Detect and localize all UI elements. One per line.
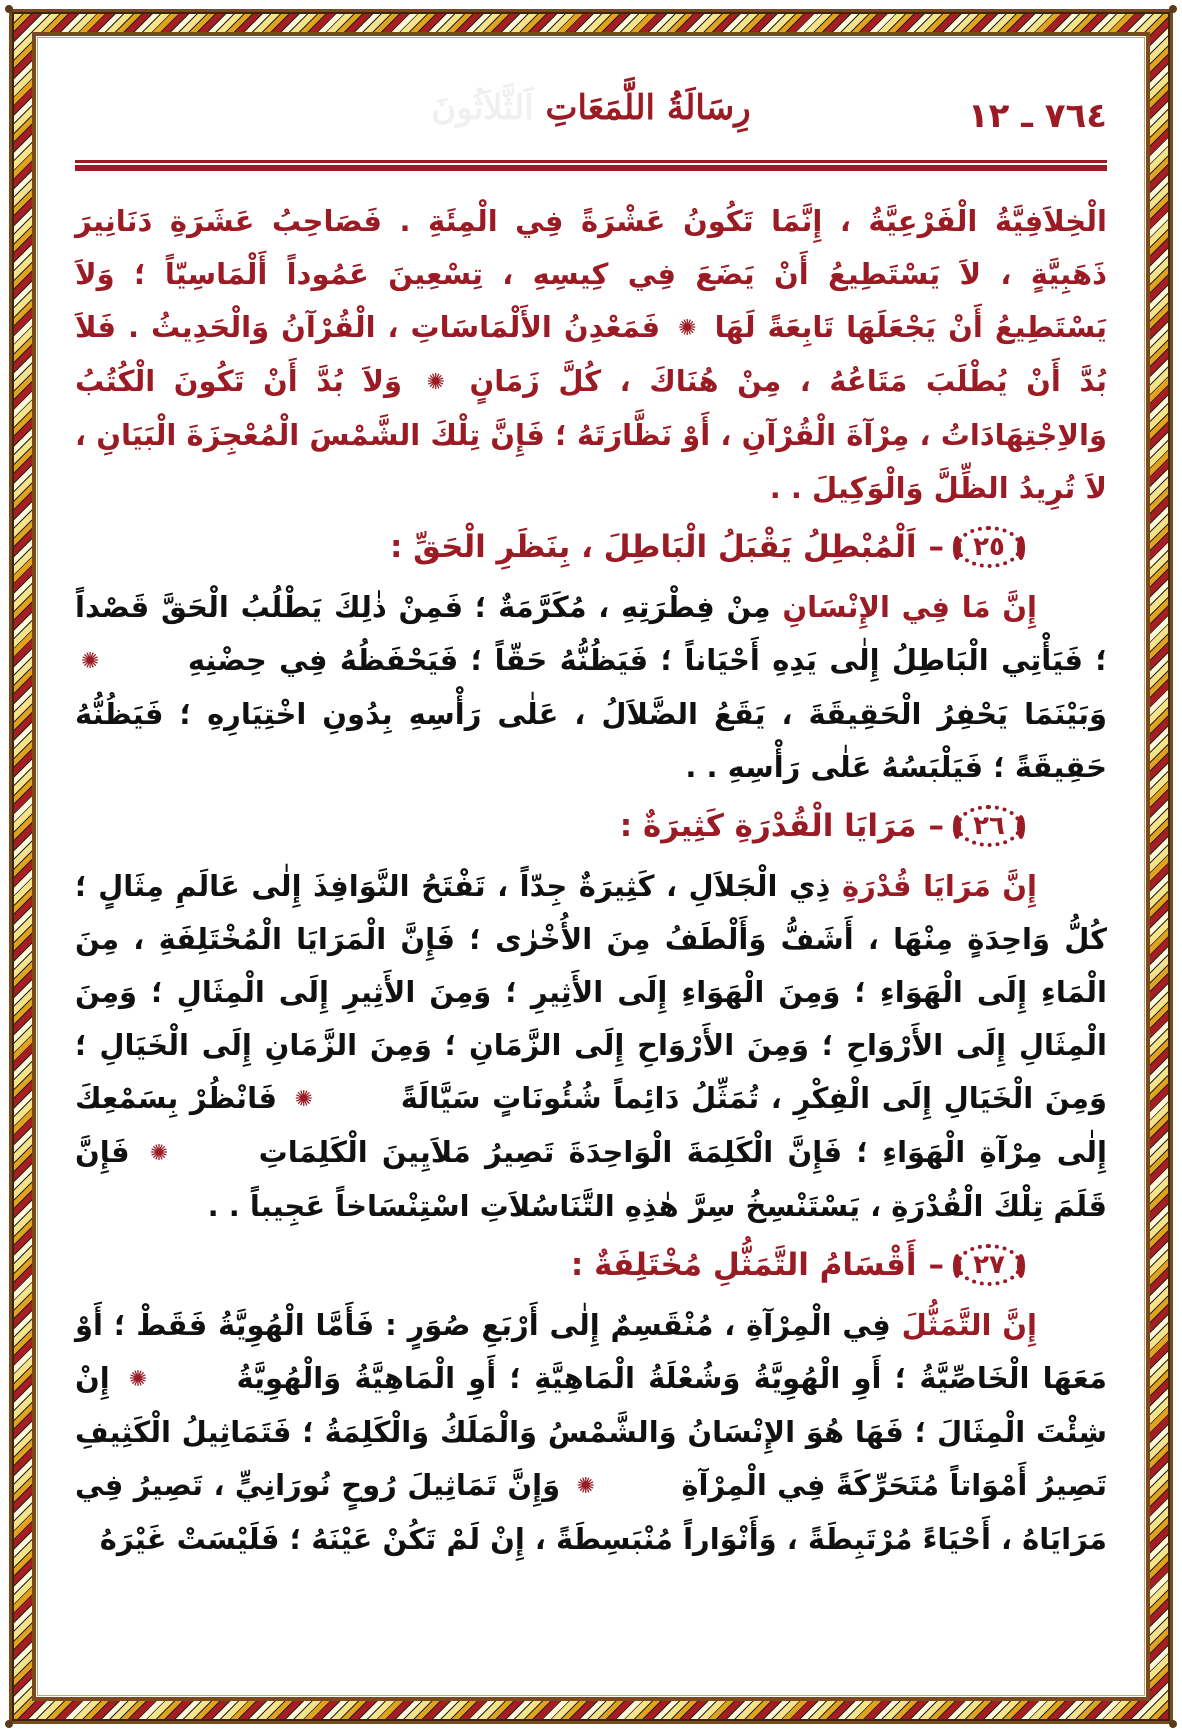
running-title-ghost: اَلثَّلاَثُونَ (431, 88, 534, 128)
heading-dash: – (928, 1246, 944, 1283)
lead-phrase: إِنَّ التَّمَثُّلَ (901, 1308, 1037, 1342)
section-number-badge: ٢٦ (956, 805, 1022, 847)
section-heading-25 (75, 519, 1107, 575)
section-title: اَلْمُبْطِلُ يَقْبَلُ الْبَاطِلَ ، بِنَظَرِ الْحَقِّ : (389, 528, 917, 565)
star-ornament-icon: ✺ (81, 649, 100, 674)
corner-ornament-icon (5, 1720, 13, 1728)
lead-phrase: إِنَّ مَا فِي الإِنْسَانِ (782, 590, 1038, 624)
section-paragraph-25 (75, 581, 1107, 794)
paragraph-text: فَانْظُرْ بِسَمْعِكَ إِلٰى مِرْآةِ الْهَوَاءِ ؛ فَإِنَّ الْكَلِمَةَ الْوَاحِدَةَ تَصِيرُ مَلاَيِينَ الْكَلِمَاتِ (75, 1081, 1107, 1169)
heading-dash: – (928, 807, 944, 844)
star-ornament-icon: ✺ (678, 316, 697, 341)
paragraph-text: إِنْ شِئْتَ الْمِثَالَ ؛ فَهَا هُوَ الإِنْسَانُ وَالشَّمْسُ وَالْمَلَكُ وَالْكَلِمَةُ ؛ فَتَمَاثِيلُ الْكَثِيفِ تَصِيرُ أَمْوَاتاً مُتَحَرِّكَةً فِي الْمِرْآةِ (75, 1361, 1107, 1502)
page-number: ٧٦٤ ـ ١٢ (967, 96, 1107, 136)
section-number-badge: ٢٥ (956, 526, 1022, 568)
star-ornament-icon: ✺ (426, 370, 445, 395)
running-title-text: رِسَالَةُ اللَّمَعَاتِ (545, 88, 751, 128)
intro-paragraph (75, 195, 1107, 515)
paragraph-text: وَإِنَّ تَمَاثِيلَ رُوحٍ نُورَانِيٍّ ، تَصِيرُ فِي مَرَايَاهُ ، أَحْيَاءً مُرْتَبِطَةً ، وَأَنْوَاراً مُنْبَسِطَةً ، إِنْ لَمْ تَكُنْ عَيْنَهُ ؛ فَلَيْسَتْ غَيْرَهُ (75, 1468, 1107, 1556)
paragraph-text: وَبَيْنَمَا يَحْفِرُ الْحَقِيقَةَ ، يَقَعُ الضَّلاَلُ ، عَلٰى رَأْسِهِ بِدُونِ اخْتِيَارِهِ ؛ فَيَظُنُّهُ حَقِيقَةً ؛ فَيَلْبَسُهُ عَلٰى رَأْسِهِ . . (75, 697, 1107, 784)
lead-phrase: إِنَّ مَرَايَا قُدْرَةِ (841, 869, 1037, 903)
section-title: مَرَايَا الْقُدْرَةِ كَثِيرَةٌ : (619, 807, 917, 844)
paragraph-text: مِنْ فِطْرَتِهِ ، مُكَرَّمَةٌ ؛ فَمِنْ ذٰلِكَ يَطْلُبُ الْحَقَّ قَصْداً ؛ فَيَأْتِي الْبَاطِلُ إِلٰى يَدِهِ أَحْيَاناً ؛ فَيَظُنُّهُ حَقّاً ؛ فَيَحْفَظُهُ فِي حِضْنِهِ (75, 590, 1107, 677)
section-paragraph-27 (75, 1299, 1107, 1566)
star-ornament-icon: ✺ (294, 1087, 314, 1112)
paragraph-text: فَإِنَّ قَلَمَ تِلْكَ الْقُدْرَةِ ، يَسْتَنْسِخُ سِرَّ هٰذِهِ التَّنَاسُلاَتِ اسْتِنْسَاخاً عَجِيباً . . (75, 1135, 1107, 1223)
paragraph-text: ذِي الْجَلاَلِ ، كَثِيرَةٌ جِدّاً ، تَفْتَحُ النَّوَافِذَ إِلٰى عَالَمِ مِثَالٍ ؛ كُلُّ وَاحِدَةٍ مِنْهَا ، أَشَفُّ وَأَلْطَفُ مِنَ الأُخْرٰى ؛ فَإِنَّ الْمَرَايَا الْمُخْتَلِفَةِ ، مِنَ الْمَاءِ إِلَى الْهَوَاءِ ؛ وَمِنَ الْهَوَاءِ إِلَى الأَثِيرِ ؛ وَمِنَ الأَثِيرِ إِلَى الْمِثَالِ ؛ وَمِنَ الْمِثَالِ إِلَى الأَرْوَاحِ ؛ وَمِنَ الأَرْوَاحِ إِلَى الزَّمَانِ ؛ وَمِنَ الزَّمَانِ إِلَى الْخَيَالِ ؛ وَمِنَ الْخَيَالِ إِلَى الْفِكْرِ ، تُمَثِّلُ دَائِماً شُئُونَاتٍ سَيَّالَةً (75, 869, 1107, 1115)
body-text (75, 195, 1107, 1566)
section-heading-26 (75, 798, 1107, 854)
star-ornament-icon: ✺ (149, 1141, 169, 1166)
corner-ornament-icon (1169, 1720, 1177, 1728)
section-title: أَقْسَامُ التَّمَثُّلِ مُخْتَلِفَةٌ : (570, 1246, 917, 1283)
running-header (75, 70, 1107, 155)
section-heading-27 (75, 1237, 1107, 1293)
intro-text-3: وَلاَ بُدَّ أَنْ تَكُونَ الْكُتُبُ وَالاِجْتِهَادَاتُ ، مِرْآةَ الْقُرْآنِ ، أَوْ نَظَّارَتَهُ ؛ فَإِنَّ تِلْكَ الشَّمْسَ الْمُعْجِزَةَ الْبَيَانِ ، لاَ تُرِيدُ الظِّلَّ وَالْوَكِيلَ . . (75, 364, 1107, 505)
intro-text-2: فَمَعْدِنُ الأَلْمَاسَاتِ ، الْقُرْآنُ وَالْحَدِيثُ . فَلاَ بُدَّ أَنْ يُطْلَبَ مَتَاعُهُ ، مِنْ هُنَاكَ ، كُلَّ زَمَانٍ (75, 310, 1107, 398)
running-title (75, 88, 1107, 128)
section-paragraph-26 (75, 860, 1107, 1233)
heading-dash: – (928, 528, 944, 565)
star-ornament-icon: ✺ (128, 1367, 148, 1392)
section-number-badge: ٢٧ (956, 1244, 1022, 1286)
intro-text-1: الْخِلاَفِيَّةُ الْفَرْعِيَّةُ ، إِنَّمَا تَكُونُ عَشْرَةً فِي الْمِئَةِ . فَصَاحِبُ عَشَرَةِ دَنَانِيرَ ذَهَبِيَّةٍ ، لاَ يَسْتَطِيعُ أَنْ يَضَعَ فِي كِيسِهِ ، تِسْعِينَ عَمُوداً أَلْمَاسِيّاً ؛ وَلاَ يَسْتَطِيعُ أَنْ يَجْعَلَهَا تَابِعَةً لَهَا (75, 204, 1107, 344)
page-content (75, 70, 1107, 1566)
corner-ornament-icon (1169, 5, 1177, 13)
star-ornament-icon: ✺ (576, 1474, 595, 1499)
header-rule (75, 160, 1107, 171)
paragraph-text: فِي الْمِرْآةِ ، مُنْقَسِمٌ إِلٰى أَرْبَعِ صُوَرٍ : فَأَمَّا الْهُوِيَّةُ فَقَطْ ؛ أَوْ مَعَهَا الْخَاصِّيَّةُ ؛ أَوِ الْهُوِيَّةُ وَشُعْلَةُ الْمَاهِيَّةِ ؛ أَوِ الْمَاهِيَّةُ وَالْهُوِيَّةُ (75, 1308, 1107, 1395)
corner-ornament-icon (5, 5, 13, 13)
